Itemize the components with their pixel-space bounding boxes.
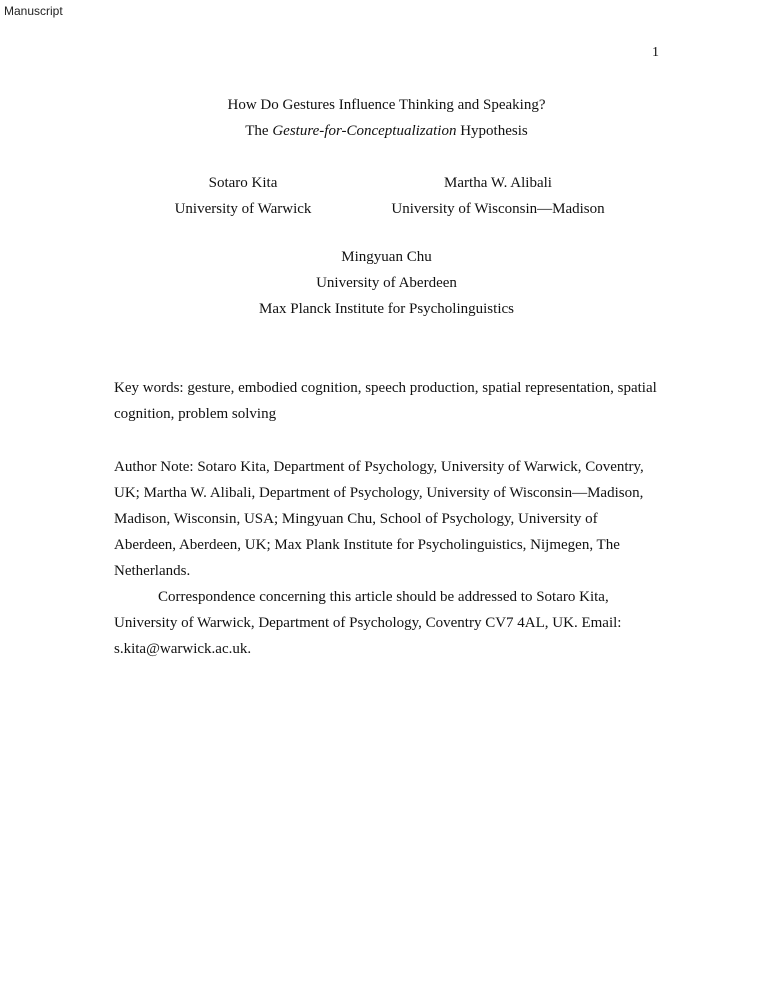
- author-note-section: [114, 454, 662, 662]
- title-prefix: The: [245, 123, 273, 139]
- author-affiliation: Max Planck Institute for Psycholinguistics: [259, 301, 514, 317]
- page-number: 1: [652, 45, 659, 60]
- author-name: Mingyuan Chu: [341, 249, 432, 265]
- title-line-2: [0, 118, 773, 144]
- paper-title: [0, 92, 773, 144]
- author-name: Sotaro Kita: [208, 175, 278, 191]
- author-block-2: [380, 170, 616, 222]
- author-affiliation: University of Aberdeen: [316, 275, 457, 291]
- author-name: Martha W. Alibali: [444, 175, 552, 191]
- manuscript-stamp: Manuscript: [4, 4, 63, 18]
- correspondence-note: Correspondence concerning this article should be addressed to Sotaro Kita, University of Warwick, Department of Psychology, Coventry CV7 4AL, UK. Email: s.kita@warwick.ac.uk.: [114, 589, 622, 657]
- title-suffix: Hypothesis: [456, 123, 528, 139]
- keywords: Key words: gesture, embodied cognition, speech production, spatial representation, spatial cognition, problem solving: [114, 380, 657, 422]
- author-block-1: [160, 170, 326, 222]
- author-note: Author Note: Sotaro Kita, Department of Psychology, University of Warwick, Coventry, UK; Martha W. Alibali, Department of Psychology, University of Wisconsin—Madison, Madison, Wisconsin, USA; Mingyuan Chu, School of Psychology, University of Aberdeen, Aberdeen, UK; Max Plank Institute for Psycholinguistics, Nijmegen, The Netherlands.: [114, 459, 644, 579]
- author-affiliation: University of Wisconsin—Madison: [391, 201, 605, 217]
- author-affiliation: University of Warwick: [174, 201, 312, 217]
- title-line-1: How Do Gestures Influence Thinking and Speaking?: [227, 97, 546, 113]
- title-italic: Gesture-for-Conceptualization: [272, 123, 457, 139]
- author-block-3: [0, 244, 773, 322]
